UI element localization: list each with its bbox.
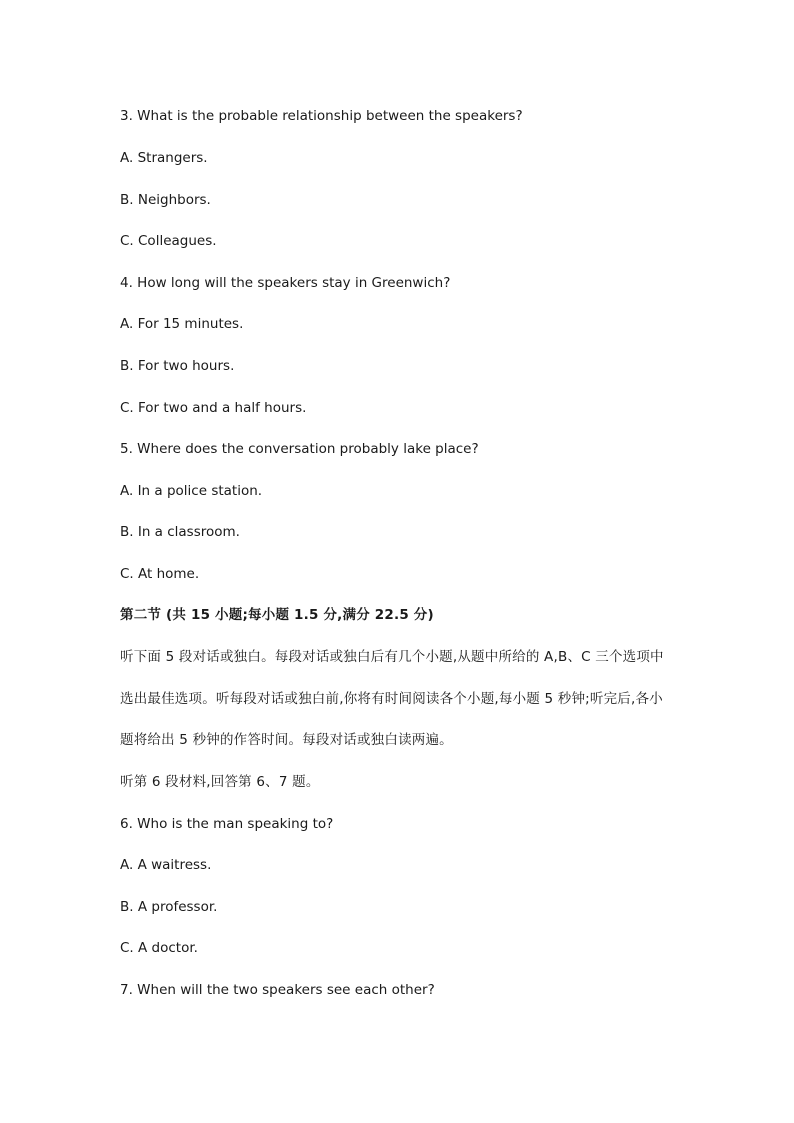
question-4-option-a: A. For 15 minutes.	[120, 316, 244, 332]
question-3-option-a: A. Strangers.	[120, 150, 208, 166]
question-3-option-c: C. Colleagues.	[120, 233, 217, 249]
question-7-stem: 7. When will the two speakers see each other?	[120, 982, 435, 998]
section-2-instruction-line-3: 题将给出 5 秒钟的作答时间。每段对话或独白读两遍。	[120, 732, 453, 748]
question-3-option-b: B. Neighbors.	[120, 192, 211, 208]
question-5-option-a: A. In a police station.	[120, 483, 263, 499]
question-5-option-c: C. At home.	[120, 566, 200, 582]
material-note: 听第 6 段材料,回答第 6、7 题。	[120, 774, 320, 790]
question-6-stem: 6. Who is the man speaking to?	[120, 816, 334, 832]
question-5-option-b: B. In a classroom.	[120, 524, 240, 540]
question-6-option-c: C. A doctor.	[120, 940, 198, 956]
question-4-option-b: B. For two hours.	[120, 358, 235, 374]
question-4-option-c: C. For two and a half hours.	[120, 400, 307, 416]
section-2-heading: 第二节 (共 15 小题;每小题 1.5 分,满分 22.5 分)	[120, 607, 434, 623]
question-6-option-a: A. A waitress.	[120, 857, 212, 873]
question-4-stem: 4. How long will the speakers stay in Greenwich?	[120, 275, 451, 291]
question-3-stem: 3. What is the probable relationship between the speakers?	[120, 108, 523, 124]
section-2-instruction-line-1: 听下面 5 段对话或独白。每段对话或独白后有几个小题,从题中所给的 A,B、C 三个选项中	[120, 649, 664, 665]
question-5-stem: 5. Where does the conversation probably lake place?	[120, 441, 479, 457]
question-6-option-b: B. A professor.	[120, 899, 218, 915]
section-2-instruction-line-2: 选出最佳选项。听每段对话或独白前,你将有时间阅读各个小题,每小题 5 秒钟;听完后,各小	[120, 691, 663, 707]
